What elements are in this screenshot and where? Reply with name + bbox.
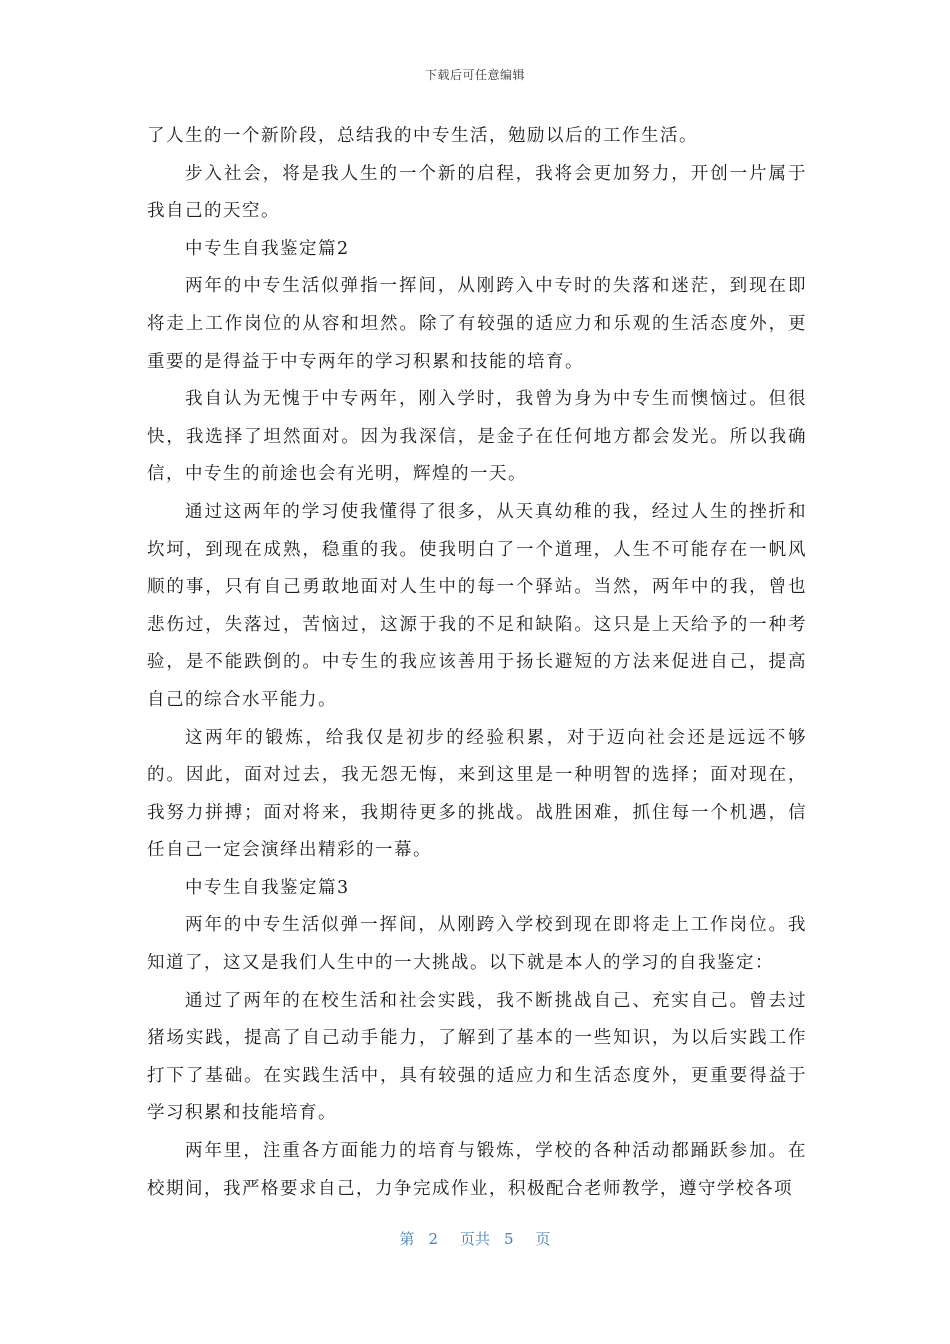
footer-prefix: 第 xyxy=(399,1230,415,1248)
paragraph: 通过这两年的学习使我懂得了很多，从天真幼稚的我，经过人生的挫折和坎坷，到现在成熟，稳重的我。使我明白了一个道理，人生不可能存在一帆风顺的事，只有自己勇敢地面对人生中的每一个驿站。当然，两年中的我，曾也悲伤过，失落过，苦恼过，这源于我的不足和缺陷。这只是上天给予的一种考验，是不能跌倒的。中专生的我应该善用于扬长避短的方法来促进自己，提高自己的综合水平能力。 xyxy=(147,501,807,710)
paragraph: 了人生的一个新阶段，总结我的中专生活，勉励以后的工作生活。 xyxy=(147,126,698,146)
page-footer xyxy=(0,1228,950,1249)
section-heading: 中专生自我鉴定篇3 xyxy=(185,877,350,898)
document-body xyxy=(147,118,807,1208)
paragraph: 这两年的锻炼，给我仅是初步的经验积累，对于迈向社会还是远远不够的。因此，面对过去，我无怨无悔，来到这里是一种明智的选择；面对现在，我努力拼搏；面对将来，我期待更多的挑战。战胜困难，抓住每一个机遇，信任自己一定会演绎出精彩的一幕。 xyxy=(147,727,807,861)
paragraph: 通过了两年的在校生活和社会实践，我不断挑战自己、充实自己。曾去过猪场实践，提高了自己动手能力，了解到了基本的一些知识，为以后实践工作打下了基础。在实践生活中，具有较强的适应力和生活态度外，更重要得益于学习积累和技能培育。 xyxy=(147,990,807,1124)
section-heading: 中专生自我鉴定篇2 xyxy=(185,238,350,259)
footer-suffix: 页 xyxy=(535,1230,551,1248)
paragraph: 两年的中专生活似弹一挥间，从刚跨入学校到现在即将走上工作岗位。我知道了，这又是我们人生中的一大挑战。以下就是本人的学习的自我鉴定： xyxy=(147,915,807,974)
header-note: 下载后可任意编辑 xyxy=(424,68,525,82)
footer-middle: 页共 xyxy=(459,1230,490,1248)
paragraph: 两年的中专生活似弹指一挥间，从刚跨入中专时的失落和迷茫，到现在即将走上工作岗位的从容和坦然。除了有较强的适应力和乐观的生活态度外，更重要的是得益于中专两年的学习积累和技能的培育。 xyxy=(147,276,807,372)
paragraph: 我自认为无愧于中专两年，刚入学时，我曾为身为中专生而懊恼过。但很快，我选择了坦然面对。因为我深信，是金子在任何地方都会发光。所以我确信，中专生的前途也会有光明，辉煌的一天。 xyxy=(147,389,807,485)
footer-current-page: 2 xyxy=(428,1230,438,1248)
paragraph: 两年里，注重各方面能力的培育与锻炼，学校的各种活动都踊跃参加。在校期间，我严格要求自己，力争完成作业，积极配合老师教学，遵守学校各项 xyxy=(147,1141,807,1199)
paragraph: 步入社会，将是我人生的一个新的启程，我将会更加努力，开创一片属于我自己的天空。 xyxy=(147,163,807,222)
footer-total-pages: 5 xyxy=(504,1230,514,1248)
